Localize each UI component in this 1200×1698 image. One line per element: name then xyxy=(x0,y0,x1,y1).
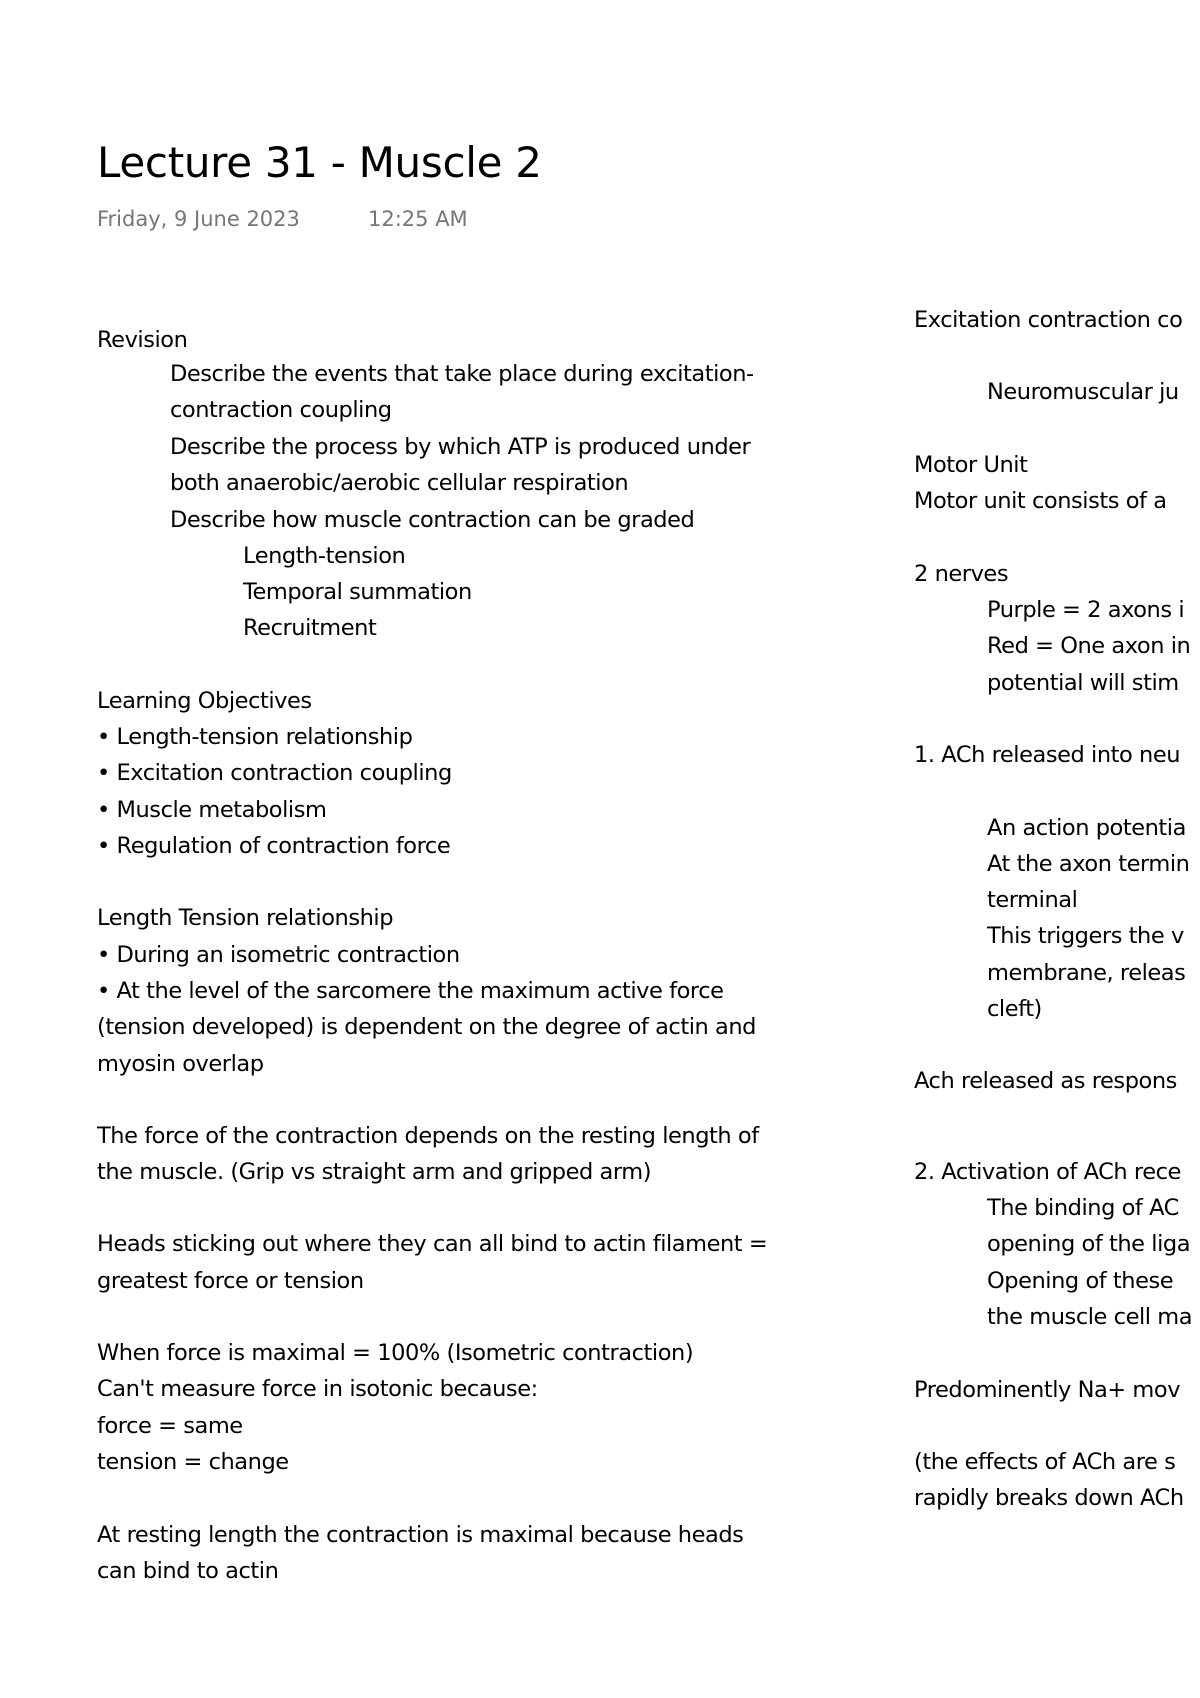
note-line: rapidly breaks down ACh xyxy=(914,1485,1184,1511)
note-line: Recruitment xyxy=(243,615,377,641)
note-line: Length-tension xyxy=(243,543,406,569)
bullet-item: • Length-tension relationship xyxy=(97,724,413,750)
note-line: Revision xyxy=(97,327,188,353)
note-line: myosin overlap xyxy=(97,1051,264,1077)
note-line: Can't measure force in isotonic because: xyxy=(97,1376,538,1402)
bullet-item: • At the level of the sarcomere the maximum active force xyxy=(97,978,724,1004)
bullet-item: • During an isometric contraction xyxy=(97,942,460,968)
note-line: Neuromuscular ju xyxy=(987,379,1179,405)
note-line: 2. Activation of ACh rece xyxy=(914,1159,1181,1185)
note-line: greatest force or tension xyxy=(97,1268,364,1294)
note-line: The binding of AC xyxy=(987,1195,1179,1221)
note-line: cleft) xyxy=(987,996,1042,1022)
section-heading: Learning Objectives xyxy=(97,688,312,714)
note-line: can bind to actin xyxy=(97,1558,279,1584)
page-title: Lecture 31 - Muscle 2 xyxy=(97,138,542,187)
note-line: Temporal summation xyxy=(243,579,472,605)
note-time: 12:25 AM xyxy=(368,207,468,231)
bullet-item: • Muscle metabolism xyxy=(97,797,327,823)
note-line: tension = change xyxy=(97,1449,289,1475)
note-line: Describe the events that take place during excitation- xyxy=(170,361,754,387)
section-heading: Motor Unit xyxy=(914,452,1028,478)
note-line: This triggers the v xyxy=(987,923,1184,949)
note-line: Ach released as respons xyxy=(914,1068,1177,1094)
note-date: Friday, 9 June 2023 xyxy=(97,207,300,231)
note-line: Predominently Na+ mov xyxy=(914,1377,1181,1403)
note-line: the muscle. (Grip vs straight arm and gripped arm) xyxy=(97,1159,652,1185)
note-line: Heads sticking out where they can all bind to actin filament = xyxy=(97,1231,768,1257)
note-line: terminal xyxy=(987,887,1078,913)
note-line: both anaerobic/aerobic cellular respiration xyxy=(170,470,629,496)
note-line: Red = One axon in xyxy=(987,633,1191,659)
note-line: potential will stim xyxy=(987,670,1179,696)
note-line: contraction coupling xyxy=(170,397,392,423)
note-line: (tension developed) is dependent on the degree of actin and xyxy=(97,1014,757,1040)
bullet-item: • Excitation contraction coupling xyxy=(97,760,452,786)
note-line: the muscle cell ma xyxy=(987,1304,1193,1330)
section-heading: Excitation contraction co xyxy=(914,307,1183,333)
note-line: Motor unit consists of a xyxy=(914,488,1167,514)
note-line: Describe the process by which ATP is produced under xyxy=(170,434,751,460)
note-line: membrane, releas xyxy=(987,960,1186,986)
bullet-item: • Regulation of contraction force xyxy=(97,833,451,859)
note-line: Purple = 2 axons i xyxy=(987,597,1185,623)
note-line: force = same xyxy=(97,1413,243,1439)
note-line: 1. ACh released into neu xyxy=(914,742,1181,768)
note-line: When force is maximal = 100% (Isometric contraction) xyxy=(97,1340,694,1366)
note-line: opening of the liga xyxy=(987,1231,1191,1257)
note-line: 2 nerves xyxy=(914,561,1009,587)
note-line: At resting length the contraction is maximal because heads xyxy=(97,1522,744,1548)
section-heading: Length Tension relationship xyxy=(97,905,394,931)
note-line: An action potentia xyxy=(987,815,1186,841)
note-line: At the axon termin xyxy=(987,851,1190,877)
note-line: The force of the contraction depends on the resting length of xyxy=(97,1123,759,1149)
note-line: Opening of these xyxy=(987,1268,1174,1294)
note-line: (the effects of ACh are s xyxy=(914,1449,1176,1475)
note-line: Describe how muscle contraction can be graded xyxy=(170,507,695,533)
